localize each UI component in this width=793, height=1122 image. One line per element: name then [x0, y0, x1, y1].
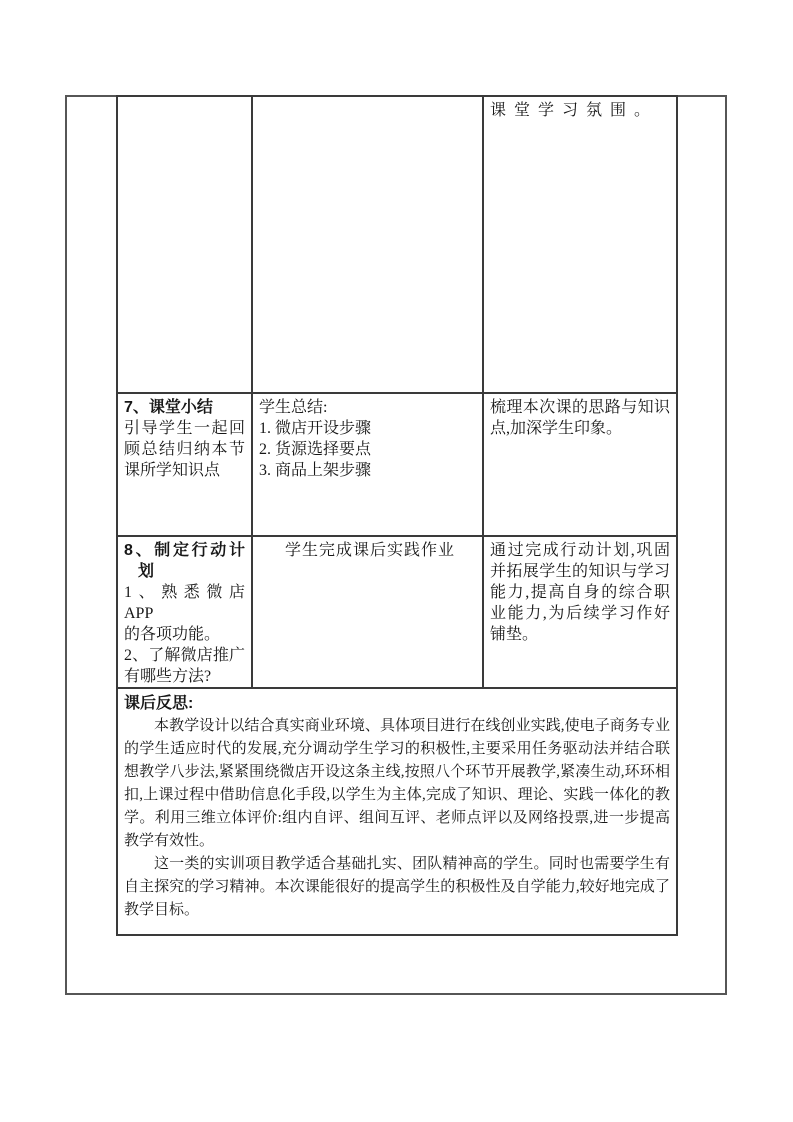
cell-row8-student [252, 536, 483, 688]
teacher-activity-line: 顾总结归纳本节 [124, 441, 245, 458]
task-line: 有哪些方法? [124, 668, 212, 685]
student-activity-text: 学生完成课后实践作业 [285, 542, 456, 559]
cell-row7-intent [483, 393, 677, 536]
table-row-reflection [117, 688, 677, 935]
design-intent-line: 铺垫。 [490, 626, 539, 643]
design-intent-line: 梳理本次课的思路与知识 [490, 399, 670, 416]
reflection-paragraph: 这一类的实训项目教学适合基础扎实、团队精神高的学生。同时也需要学生有自主探究的学习精神。本次课能很好的提高学生的积极性及自学能力,较好地完成了教学目标。 [124, 856, 670, 918]
cell-row7-student [252, 393, 483, 536]
section-7-heading: 7、课堂小结 [124, 399, 213, 416]
table-row-continuation [117, 96, 677, 393]
student-summary-label: 学生总结: [259, 399, 328, 416]
section-8-heading-wrap: 划 [138, 563, 155, 580]
cell-reflection [117, 688, 677, 935]
cell-row8-activity [117, 536, 252, 688]
cell-row8-intent [483, 536, 677, 688]
student-summary-item: 1. 微店开设步骤 [259, 420, 372, 437]
reflection-heading: 课后反思: [124, 695, 194, 712]
lesson-plan-table [116, 95, 678, 936]
teacher-activity-line: 课所学知识点 [124, 462, 221, 479]
table-row-action-plan [117, 536, 677, 688]
table-row-summary [117, 393, 677, 536]
design-intent-line: 能力,提高自身的综合职 [490, 584, 670, 601]
section-8-heading: 8、制定行动计 [124, 542, 245, 559]
reflection-paragraph: 本教学设计以结合真实商业环境、具体项目进行在线创业实践,使电子商务专业的学生适应时代的发展,充分调动学生学习的积极性,主要采用任务驱动法并结合联想教学八步法,紧紧围绕微店开设这条主线,按照八个环节开展教学,紧凑生动,环环相扣,上课过程中借助信息化手段,以学生为主体,完成了知识、理论、实践一体化的教学。利用三维立体评价:组内自评、组间互评、老师点评以及网络投票,进一步提高教学有效性。 [124, 718, 670, 849]
task-line: 2、了解微店推广 [124, 647, 245, 664]
teacher-activity-line: 引导学生一起回 [124, 420, 245, 437]
task-line: 的各项功能。 [124, 626, 221, 643]
cell-continuation-intent [483, 96, 677, 393]
task-line: 1、熟悉微店 APP [124, 584, 245, 622]
cell-row7-activity [117, 393, 252, 536]
design-intent-line: 并拓展学生的知识与学习 [490, 563, 670, 580]
cell-continuation-student [252, 96, 483, 393]
design-intent-line: 业能力,为后续学习作好 [490, 605, 670, 622]
design-intent-line: 通过完成行动计划,巩固 [490, 542, 670, 559]
student-summary-item: 2. 货源选择要点 [259, 441, 372, 458]
intent-text-continuation: 课堂学习氛围。 [490, 102, 659, 119]
design-intent-line: 点,加深学生印象。 [490, 420, 623, 437]
cell-continuation-activity [117, 96, 252, 393]
student-summary-item: 3. 商品上架步骤 [259, 462, 372, 479]
